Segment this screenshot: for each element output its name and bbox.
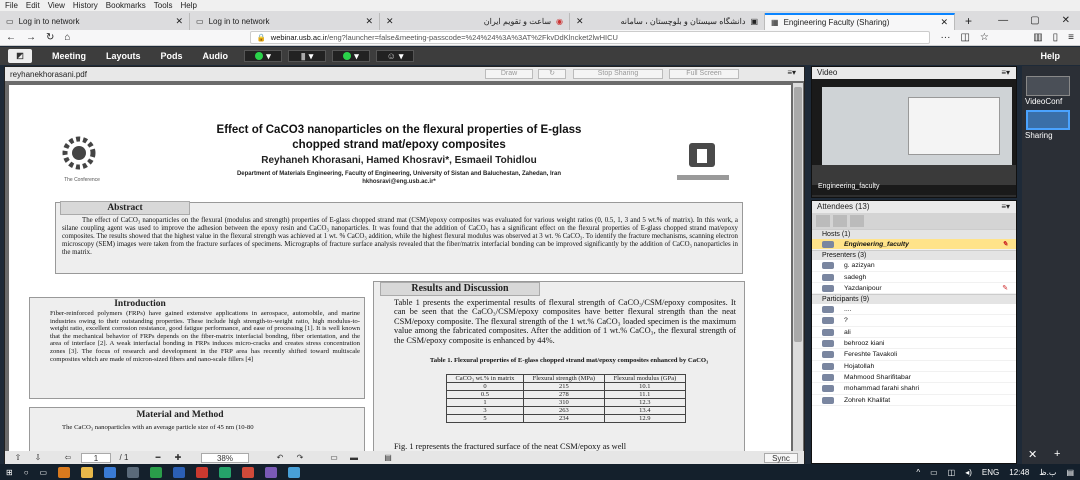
system-tray — [916, 468, 1074, 477]
chevron-down-icon: ▾ — [266, 50, 271, 61]
table-cell: 310 — [523, 399, 604, 407]
table-cell: 11.1 — [604, 391, 685, 399]
browser-tab[interactable] — [0, 13, 190, 30]
video-pod — [811, 66, 1017, 198]
attendee-name: Yazdanipour — [844, 284, 882, 292]
table-header: Flexural strength (MPa) — [523, 375, 604, 383]
share-filename: reyhanekhorasani.pdf — [10, 69, 87, 79]
close-icon[interactable]: ✕ — [940, 17, 948, 27]
group-presenters[interactable]: Presenters (3) — [812, 250, 1016, 260]
user-icon — [822, 397, 834, 404]
video-desk — [812, 165, 1016, 185]
zoom-select[interactable]: 38% — [201, 453, 249, 463]
abstract-title: Abstract — [107, 203, 143, 213]
attendee-name: Fereshte Tavakoli — [844, 351, 898, 359]
browser-tab[interactable] — [380, 13, 570, 30]
tray-up-icon[interactable]: ^ — [916, 467, 921, 477]
menu-history[interactable]: History — [72, 1, 98, 10]
download-icon[interactable]: ▬ — [350, 452, 358, 462]
share-pod-header — [5, 67, 804, 81]
window-controls — [998, 15, 1080, 26]
pdf-document-view[interactable] — [9, 85, 791, 451]
layout-sharing-thumb[interactable] — [1026, 110, 1070, 130]
list-item[interactable] — [812, 239, 1016, 250]
list-item[interactable] — [812, 272, 1016, 283]
page-number-input[interactable]: 1 — [81, 453, 111, 463]
table-cell: 3 — [447, 407, 524, 415]
browser-tab-active[interactable] — [765, 13, 955, 30]
mic-active-icon: ✎ — [1002, 241, 1008, 248]
doc-toolbar — [5, 451, 804, 464]
person-icon: ☺ — [386, 51, 396, 61]
app-icon[interactable] — [265, 467, 277, 478]
stop-sharing-button[interactable]: Stop Sharing — [573, 69, 663, 79]
attendee-name: Zohreh Khalifat — [844, 396, 891, 404]
page-icon: ▭ — [196, 17, 204, 26]
introduction-title: Introduction — [114, 299, 166, 309]
attendee-name: Engineering_faculty — [844, 241, 909, 248]
user-icon — [822, 262, 834, 269]
browser-menubar — [0, 0, 1080, 11]
table-cell: 12.9 — [604, 415, 685, 423]
page-up-icon[interactable]: ⇧ — [14, 452, 22, 462]
layout-videoconf-thumb[interactable] — [1026, 76, 1070, 96]
browser-navbar — [0, 30, 1080, 46]
table-cell: 5 — [447, 415, 524, 423]
flexural-table — [446, 374, 686, 423]
menu-view[interactable]: View — [47, 1, 65, 10]
reload-icon[interactable]: ↻ — [46, 32, 55, 43]
menu-tools[interactable]: Tools — [153, 1, 173, 10]
doc-scrollbar-thumb[interactable] — [794, 87, 802, 342]
table-cell: 1 — [447, 399, 524, 407]
user-icon — [822, 285, 834, 292]
video-pod-header — [812, 67, 1016, 79]
list-view-icon[interactable] — [816, 215, 830, 227]
table-cell: 278 — [523, 391, 604, 399]
close-icon[interactable]: ✕ — [576, 16, 584, 26]
user-icon — [822, 351, 834, 358]
video-pod-title: Video — [817, 68, 838, 77]
close-icon[interactable]: ✕ — [175, 16, 183, 26]
university-icon: ▣ — [750, 17, 758, 26]
list-item[interactable] — [812, 338, 1016, 349]
chevron-down-icon: ▾ — [308, 50, 314, 61]
status-icon[interactable] — [850, 215, 864, 227]
acrobat-icon[interactable] — [242, 467, 254, 478]
page-icon: ▭ — [6, 17, 14, 26]
method-text: The CaCO₃ nanoparticles with an average particle size of 45 nm (10-80 — [62, 424, 254, 431]
introduction-text: Fiber-reinforced polymers (FRPs) have gained extensive applications in aerospace, automobile, and marine industries owing to their outstanding properties. These include high strength-to-weight ratio, high modulus-to-weight ratio, excellent corrosion resistance, good fatigue performance, and ease of processing [1]. It is well known that the mechanical behavior of FRPs depends on the fiber-matrix interfacial bonding, fiber orientation, and the area of interface [2]. A weak interfacial bonding in FRPs induces micro-cracks and creates stress concentration zones [3]. The focus of research and development in the FRP area has recently shifted toward multiscale composites which are made of micron-sized fibers and nano-scale fillers [4] — [50, 310, 360, 363]
attendees-toolbar — [812, 213, 1016, 229]
sync-button[interactable]: Sync — [764, 453, 798, 463]
user-icon — [822, 274, 834, 281]
windows-taskbar — [0, 464, 1080, 480]
tab-title: Engineering Faculty (Sharing) — [783, 18, 890, 27]
browser-tab[interactable] — [190, 13, 380, 30]
new-tab-button[interactable]: + — [965, 13, 973, 28]
close-window-icon[interactable]: ✕ — [1061, 15, 1070, 26]
zoom-out-icon[interactable]: ━ — [155, 452, 161, 462]
close-layouts-icon[interactable]: ✕ — [1028, 449, 1038, 461]
abstract-text: The effect of CaCO₃ nanoparticles on the flexural (modulus and strength) properties of E-glass chopped strand mat (CSM)/epoxy composites was evaluated for various weight ratios (0, 0.5, 1, 3 and 5 wt.% of matrix). In this work, a silane coupling agent was used to improve the adhesion between the epoxy resin and CaCO₃ nanoparticles. It was found that the addition of CaCO₃ has a significant effect on the flexural properties of E-glass chopped strand mat/epoxy composites. The results showed that the highest value in the flexural strength was achieved at 1 wt. % CaCO₃ addition, while the highest flexural modulus was observed at 3 wt. % CaCO₃. To identify the fracture mechanisms, scanning electron microscopy (SEM) images were taken from the fracture surfaces of specimens. Micrographs of fracture surface analysis revealed that the fiber/matrix interfacial bonding can be improved significantly by the addition of CaCO₃ nanoparticles in the matrix. — [62, 217, 738, 256]
clock-time[interactable]: 12:48 — [1009, 467, 1030, 477]
paper-title-line: Effect of CaCO3 nanoparticles on the flexural properties of E-glass — [216, 124, 582, 136]
browser-tabbar — [0, 11, 1080, 30]
list-item[interactable] — [812, 315, 1016, 326]
draw-button[interactable]: Draw — [485, 69, 533, 79]
list-item[interactable] — [812, 260, 1016, 271]
table-cell: 10.1 — [604, 383, 685, 391]
attendee-name: Mahmood Sharifitabar — [844, 373, 911, 381]
microphone-button[interactable] — [288, 50, 326, 62]
close-icon[interactable]: ✕ — [386, 16, 394, 26]
page-actions-icon[interactable]: ··· — [940, 32, 951, 43]
microphone-icon: ▮ — [300, 50, 306, 61]
table-cell: 234 — [523, 415, 604, 423]
notification-icon[interactable]: ▤ — [1066, 467, 1074, 477]
share-pod — [4, 66, 805, 464]
table-row — [447, 407, 686, 415]
menu-help[interactable]: Help — [180, 1, 197, 10]
chevron-down-icon: ▾ — [398, 50, 404, 61]
user-icon — [822, 306, 834, 313]
raise-hand-button[interactable] — [376, 50, 414, 62]
lock-icon: 🔒 — [256, 33, 266, 42]
user-icon — [822, 241, 834, 248]
chevron-down-icon: ▾ — [354, 50, 359, 61]
library-icon[interactable]: ▥ — [1033, 32, 1043, 43]
menu-pods[interactable]: Pods — [160, 51, 183, 61]
menu-meeting[interactable]: Meeting — [52, 51, 87, 61]
back-icon[interactable]: ← — [6, 32, 16, 43]
overflow-menu-icon[interactable]: ≡ — [1068, 32, 1074, 43]
abstract-box — [55, 202, 743, 274]
url-bar[interactable] — [250, 31, 930, 44]
webcam-icon — [343, 52, 351, 60]
camera-button[interactable] — [332, 50, 370, 62]
adobe-connect-logo: ◩ — [8, 49, 32, 63]
list-item[interactable] — [812, 283, 1016, 294]
menu-bookmarks[interactable]: Bookmarks — [105, 1, 146, 10]
attendee-name: mohammad farahi shahri — [844, 385, 920, 393]
forward-icon[interactable]: → — [26, 32, 36, 43]
powerpoint-icon[interactable] — [196, 467, 208, 478]
attendees-pod-header — [812, 201, 1016, 213]
connect-icon: ▦ — [771, 18, 779, 27]
attendees-title: Attendees (13) — [817, 202, 870, 211]
list-item[interactable] — [812, 361, 1016, 372]
network-icon[interactable]: ◫ — [947, 467, 956, 477]
file-explorer-icon[interactable] — [81, 467, 93, 478]
table-cell: 0 — [447, 383, 524, 391]
conference-logo-text: The Conference — [64, 177, 100, 183]
store-icon[interactable] — [127, 467, 139, 478]
menu-edit[interactable]: Edit — [25, 1, 40, 10]
full-screen-button[interactable]: Full Screen — [669, 69, 739, 79]
rotate-right-icon[interactable]: ↷ — [296, 452, 304, 462]
paper-title — [119, 123, 679, 153]
close-icon[interactable]: ✕ — [365, 16, 373, 26]
paper-authors: Reyhaneh Khorasani, Hamed Khosravi*, Esmaeil Tohidlou — [261, 155, 537, 166]
attendee-name: .... — [844, 306, 852, 314]
table-row — [447, 399, 686, 407]
minimize-icon[interactable]: — — [998, 15, 1009, 26]
sync-icon-button[interactable]: ↻ — [538, 69, 566, 79]
list-item[interactable] — [812, 327, 1016, 338]
list-item[interactable] — [812, 349, 1016, 360]
breakout-icon[interactable] — [833, 215, 847, 227]
table-cell: 215 — [523, 383, 604, 391]
speaker-icon — [255, 52, 263, 60]
university-name-script — [677, 175, 729, 180]
conference-gear-logo — [59, 133, 103, 177]
bookmark-star-icon[interactable]: ☆ — [979, 32, 989, 43]
mic-active-icon: ✎ — [1002, 284, 1008, 292]
tab-title: ساعت و تقویم ایران — [483, 17, 552, 26]
tab-title: Log in to network — [18, 17, 80, 26]
attendees-pod — [811, 200, 1017, 464]
method-title: Material and Method — [136, 410, 224, 420]
pod-menu-icon[interactable]: ≡▾ — [1001, 202, 1010, 211]
word-icon[interactable] — [173, 467, 185, 478]
table-caption: Table 1. Flexural properties of E-glass chopped strand mat/epoxy composites enhanced by CaCO₃ — [429, 357, 709, 364]
list-item[interactable] — [812, 395, 1016, 406]
user-icon — [822, 317, 834, 324]
attendee-name: sadegh — [844, 273, 867, 281]
task-view-icon[interactable]: ▭ — [39, 467, 48, 477]
zoom-in-icon[interactable]: ✚ — [174, 452, 182, 462]
url-path: /eng?launcher=false&meeting-passcode=%24%24%3A%3AT%2FkvDdKlncket2lwHICU — [327, 33, 618, 42]
author-email: hkhosravi@eng.usb.ac.ir* — [362, 179, 436, 185]
video-feed — [812, 79, 1016, 195]
menu-file[interactable]: File — [5, 1, 18, 10]
layout-videoconf-label[interactable]: VideoConf — [1025, 97, 1063, 106]
menu-audio[interactable]: Audio — [202, 51, 229, 61]
maximize-icon[interactable]: ▢ — [1030, 15, 1040, 26]
group-participants[interactable]: Participants (9) — [812, 294, 1016, 304]
results-title: Results and Discussion — [411, 283, 509, 294]
page-down-icon[interactable]: ⇩ — [34, 452, 42, 462]
table-row — [447, 415, 686, 423]
pod-menu-icon[interactable]: ≡▾ — [787, 68, 796, 77]
layout-sharing-label[interactable]: Sharing — [1025, 131, 1053, 140]
connect-menubar — [0, 47, 1080, 65]
speaker-button[interactable] — [244, 50, 282, 62]
menu-layouts[interactable]: Layouts — [106, 51, 141, 61]
volume-icon[interactable]: ◂) — [965, 467, 972, 477]
home-icon[interactable]: ⌂ — [64, 32, 71, 43]
table-cell: 13.4 — [604, 407, 685, 415]
page-total: / 1 — [119, 452, 129, 462]
user-icon — [822, 329, 834, 336]
attendee-name: Hojatollah — [844, 362, 875, 370]
firefox-icon[interactable] — [58, 467, 70, 478]
video-caption: Engineering_faculty — [818, 183, 880, 190]
results-text: Table 1 presents the experimental results of flexural strength of CaCO₃/CSM/epoxy composites. It can be seen that the CaCO₃/CSM/epoxy composites have better flexural strength than the neat CSM/epoxy composite. The flexural strength of the 1 wt.% CaCO₃ loaded specimen is the maximum value among the fabricated composites. After the addition of 1 wt.% CaCO₃, the flexural strength of the CSM/epoxy composite is enhanced by 44%. — [394, 298, 736, 345]
pod-menu-icon[interactable]: ≡▾ — [1001, 68, 1010, 77]
table-header: CaCO₃ wt.% in matrix — [447, 375, 524, 383]
edge-icon[interactable] — [104, 467, 116, 478]
layouts-bar — [1022, 66, 1080, 464]
windows-start-icon[interactable]: ⊞ — [6, 467, 13, 477]
tab-title: دانشگاه سیستان و بلوچستان ، سامانه — [620, 17, 746, 26]
results-box — [373, 281, 745, 451]
attendee-name: g. azizyan — [844, 262, 875, 270]
user-icon — [822, 385, 834, 392]
user-icon — [822, 340, 834, 347]
pocket-icon[interactable]: ◫ — [960, 32, 970, 43]
battery-icon[interactable]: ▭ — [930, 467, 938, 477]
clock-ampm: ب.ظ — [1039, 467, 1057, 477]
method-box — [29, 407, 365, 451]
telegram-icon[interactable] — [288, 467, 300, 478]
user-icon — [822, 363, 834, 370]
list-item[interactable] — [812, 383, 1016, 394]
user-icon — [822, 374, 834, 381]
list-item[interactable] — [812, 372, 1016, 383]
language-indicator[interactable]: ENG — [981, 467, 1000, 477]
search-icon[interactable]: ○ — [23, 467, 29, 477]
first-page-icon[interactable]: ⇦ — [64, 452, 72, 462]
add-layout-icon[interactable]: + — [1054, 448, 1061, 460]
video-monitor — [908, 97, 1000, 155]
table-cell: 12.3 — [604, 399, 685, 407]
tab-title: Log in to network — [208, 17, 270, 26]
table-row — [447, 391, 686, 399]
university-logo — [685, 137, 719, 171]
pointer-icon[interactable]: ▭ — [330, 452, 338, 462]
introduction-box — [29, 297, 365, 399]
messenger-icon[interactable] — [219, 467, 231, 478]
table-header: Flexural modulus (GPa) — [604, 375, 685, 383]
rotate-left-icon[interactable]: ↶ — [276, 452, 284, 462]
fit-width-icon[interactable]: ▤ — [384, 452, 392, 462]
table-cell: 0.5 — [447, 391, 524, 399]
excel-icon[interactable] — [150, 467, 162, 478]
attendee-name: behrooz kiani — [844, 340, 885, 348]
attendee-name: ali — [844, 328, 851, 336]
paper-title-line: chopped strand mat/epoxy composites — [292, 139, 506, 151]
list-item[interactable] — [812, 304, 1016, 315]
help-menu[interactable]: Help — [1040, 51, 1060, 61]
affiliation-line: Department of Materials Engineering, Faculty of Engineering, University of Sistan and Baluchestan, Zahedan, Iran — [236, 171, 562, 177]
clock-icon: ◉ — [556, 17, 563, 26]
group-hosts[interactable]: Hosts (1) — [812, 229, 1016, 239]
attendee-name: ? — [844, 317, 848, 325]
browser-tab[interactable] — [570, 13, 765, 30]
sidebar-icon[interactable]: ▯ — [1052, 32, 1059, 43]
url-domain: webinar.usb.ac.ir — [270, 33, 328, 42]
table-cell: 263 — [523, 407, 604, 415]
paper-affiliation — [119, 170, 679, 186]
figure-text: Fig. 1 represents the fractured surface of the neat CSM/epoxy as well — [394, 442, 627, 451]
table-row — [447, 383, 686, 391]
